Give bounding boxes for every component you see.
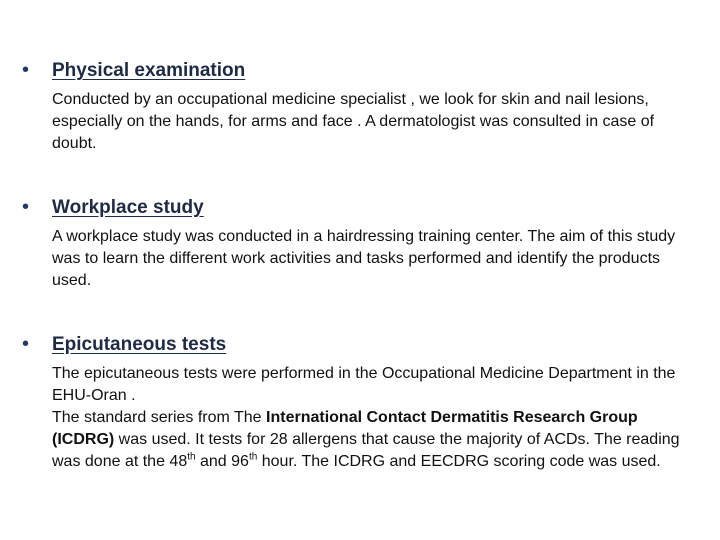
superscript: th xyxy=(248,451,258,463)
body-paragraph: Conducted by an occupational medicine specialist , we look for skin and nail lesions, especially on the hands, for arms and face . A dermatologist was consulted in case of doubt. xyxy=(52,91,655,152)
section-heading: Physical examination xyxy=(52,60,246,81)
section-body xyxy=(52,226,702,292)
text-run: was used. It tests for 28 allergens that cause the majority of ACDs. The reading was done at the 48 xyxy=(52,431,680,470)
bold-text-run: International Contact Dermatitis Research Group (ICDRG) xyxy=(52,409,638,448)
superscript: th xyxy=(187,451,196,463)
section-heading: Workplace study xyxy=(52,197,204,218)
text-run: The standard series from The xyxy=(52,409,267,426)
section-heading: Epicutaneous tests xyxy=(52,334,227,355)
body-paragraph: A workplace study was conducted in a hairdressing training center. The aim of this study was to learn the different work activities and tasks performed and identify the products used. xyxy=(52,228,676,289)
heading-row xyxy=(22,332,702,357)
bullet-icon: • xyxy=(22,196,30,218)
body-paragraph: The epicutaneous tests were performed in the Occupational Medicine Department in the EHU-Oran . xyxy=(52,365,676,404)
section-epicutaneous-tests xyxy=(22,332,702,473)
body-paragraph xyxy=(52,407,702,473)
text-run: hour. The ICDRG and EECDRG scoring code was used. xyxy=(257,453,661,470)
section-physical-examination xyxy=(22,58,702,155)
bullet-icon: • xyxy=(22,59,30,81)
section-body xyxy=(52,89,702,155)
heading-row xyxy=(22,195,702,220)
heading-row xyxy=(22,58,702,83)
bullet-icon: • xyxy=(22,333,30,355)
section-body xyxy=(52,363,702,473)
text-run: and 96 xyxy=(195,453,249,470)
section-workplace-study xyxy=(22,195,702,292)
